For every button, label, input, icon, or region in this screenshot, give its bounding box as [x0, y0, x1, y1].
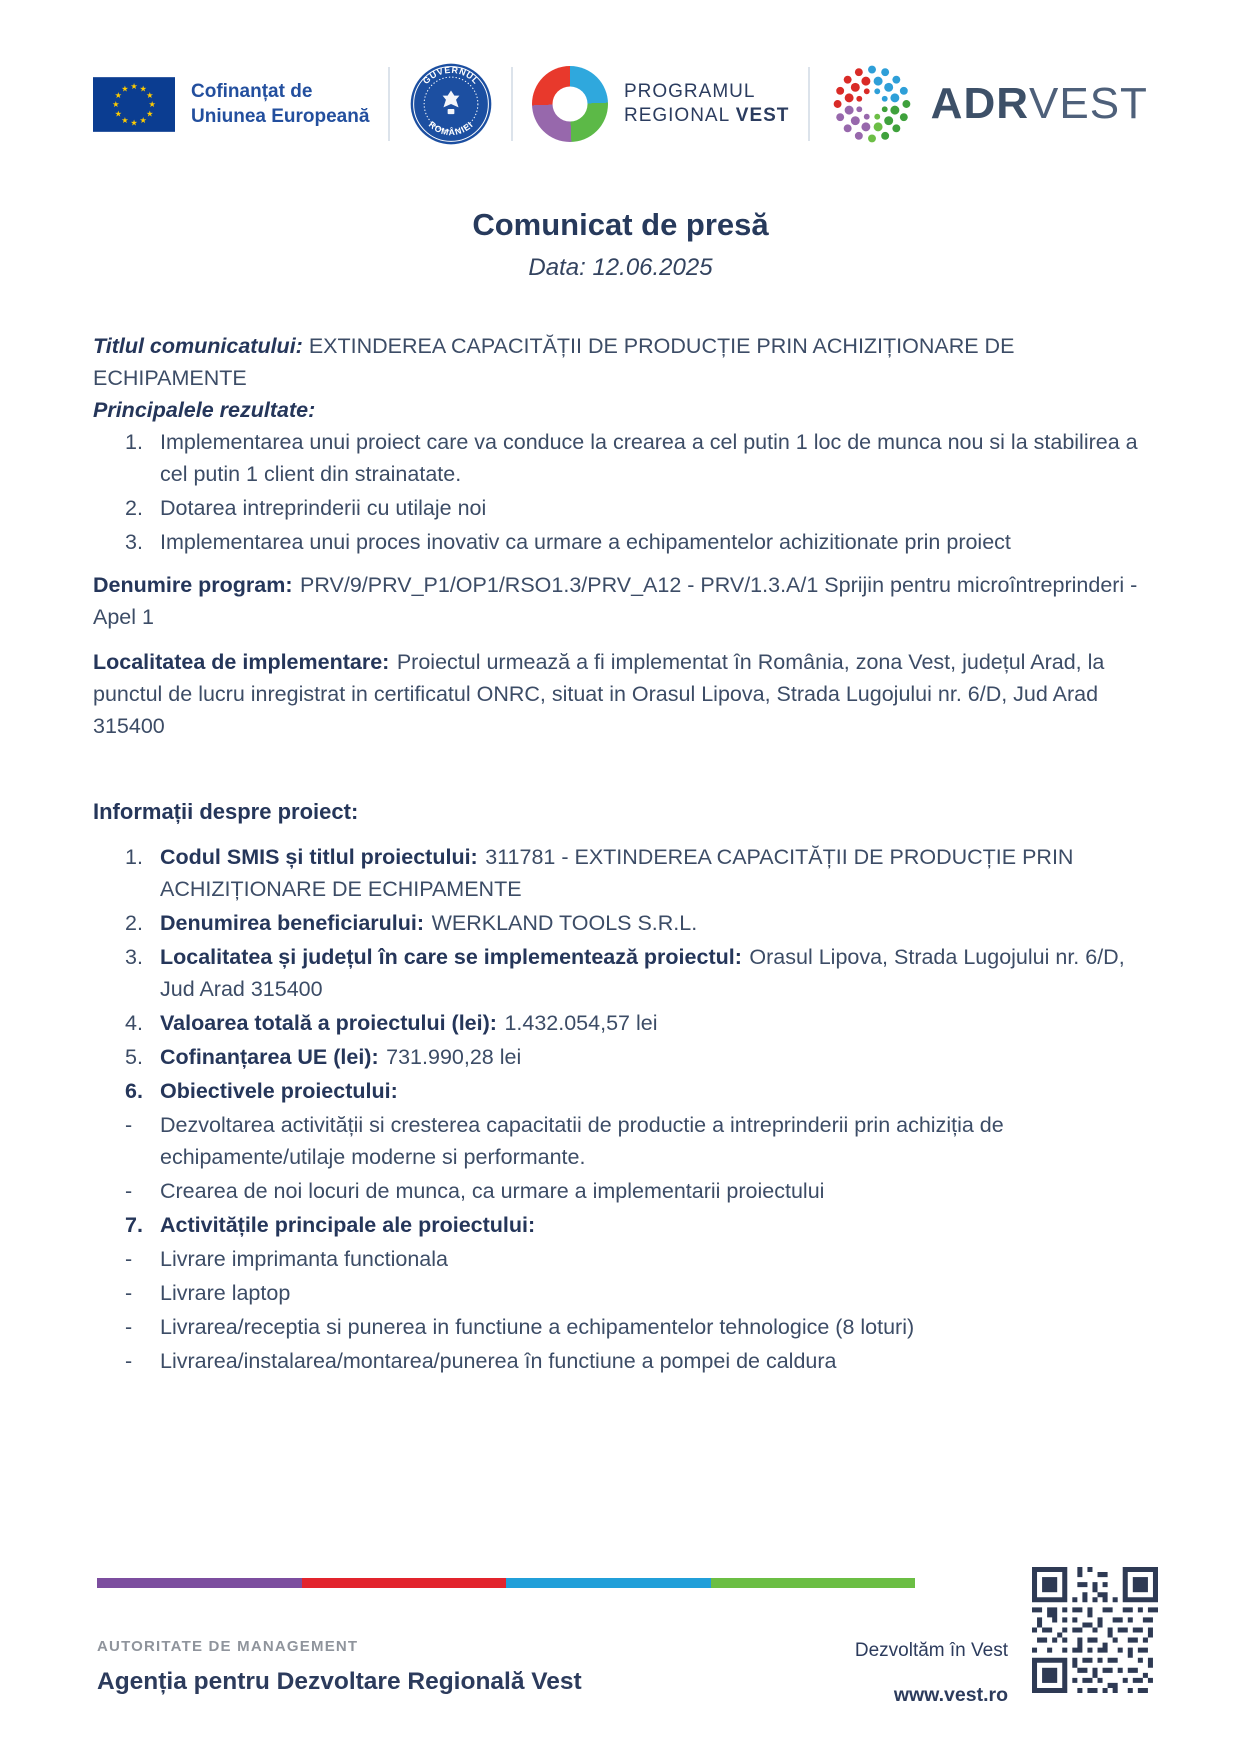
main-results-label: Principalele rezultate: — [93, 398, 316, 422]
objective-text: Crearea de noi locuri de munca, ca urmare a implementarii proiectului — [160, 1179, 825, 1203]
qr-code-icon — [1032, 1567, 1158, 1693]
svg-text:★: ★ — [146, 89, 154, 100]
item-label: Cofinanțarea UE (lei): — [160, 1045, 379, 1069]
program-name-label: Denumire program: — [93, 573, 293, 597]
eu-flag-icon — [93, 77, 175, 132]
objective-text: Dezvoltarea activității si cresterea capacitatii de productie a intreprinderii prin achiziția de echipamente/utilaje moderne si performante. — [160, 1113, 1004, 1169]
document-body — [93, 330, 1148, 1379]
implementation-location-label: Localitatea de implementare: — [93, 650, 390, 674]
list-item — [93, 1345, 1148, 1377]
header-divider — [511, 67, 513, 141]
dash-bullet: - — [125, 1179, 133, 1203]
eu-label-line2: Uniunea Europeană — [191, 106, 370, 127]
communique-title-paragraph — [93, 330, 1148, 394]
svg-text:★: ★ — [146, 107, 154, 118]
list-item — [93, 1041, 1148, 1073]
list-number: 1. — [125, 845, 143, 869]
prv-line2 — [624, 104, 789, 128]
adr-dots-icon — [829, 61, 915, 147]
list-item — [93, 1277, 1148, 1309]
prv-logo-text — [624, 80, 789, 128]
list-item — [93, 1175, 1148, 1207]
adr-logo-text — [930, 79, 1148, 128]
item-label: Valoarea totală a proiectului (lei): — [160, 1011, 497, 1035]
project-info-heading: Informații despre proiect: — [93, 799, 359, 824]
list-text: Dotarea intreprinderii cu utilaje noi — [160, 496, 487, 520]
list-item — [93, 907, 1148, 939]
item-label: Obiectivele proiectului: — [160, 1079, 398, 1103]
list-text: Implementarea unui proces inovativ ca urmare a echipamentelor achizitionate prin proiect — [160, 530, 1011, 554]
footer-bar-segment-red — [302, 1578, 507, 1588]
svg-text:★: ★ — [112, 98, 120, 109]
list-item — [93, 526, 1148, 558]
item-label: Localitatea și județul în care se implementează proiectul: — [160, 945, 742, 969]
item-value: WERKLAND TOOLS S.R.L. — [431, 911, 698, 935]
website-link[interactable]: www.vest.ro — [893, 1684, 1008, 1706]
government-seal-icon — [409, 62, 493, 146]
list-item — [93, 841, 1148, 905]
list-text — [160, 1209, 1148, 1241]
list-item — [93, 492, 1148, 524]
svg-text:★: ★ — [139, 82, 147, 93]
list-item — [93, 1243, 1148, 1275]
list-number: 5. — [125, 1045, 143, 1069]
seal-text-bottom: ROMÂNIEI — [426, 119, 475, 138]
list-number: 3. — [125, 530, 143, 554]
romanian-government-logo — [409, 62, 493, 146]
activity-text: Livrarea/instalarea/montarea/punerea în functiune a pompei de caldura — [160, 1349, 837, 1373]
adr-text-bold: ADR — [930, 79, 1029, 128]
list-number: 3. — [125, 945, 143, 969]
list-text — [160, 941, 1148, 1005]
dash-bullet: - — [125, 1281, 133, 1305]
prv-line2-regular: REGIONAL — [623, 105, 730, 126]
project-info-list — [93, 841, 1148, 1377]
list-number: 2. — [125, 911, 143, 935]
prv-swirl-icon — [532, 66, 608, 142]
list-item — [93, 1109, 1148, 1173]
dash-bullet: - — [125, 1315, 133, 1339]
item-value: 731.990,28 lei — [386, 1045, 522, 1069]
item-label: Codul SMIS și titlul proiectului: — [160, 845, 478, 869]
list-item — [93, 1209, 1148, 1241]
list-text — [160, 1075, 1148, 1107]
list-number: 6. — [125, 1079, 143, 1103]
list-text: Implementarea unui proiect care va conduce la crearea a cel putin 1 loc de munca nou si la stabilirea a cel putin 1 client din strainatate. — [160, 430, 1138, 486]
list-number: 7. — [125, 1213, 143, 1237]
item-label: Denumirea beneficiarului: — [160, 911, 425, 935]
activity-text: Livrarea/receptia si punerea in functiune a echipamentelor tehnologice (8 loturi) — [160, 1315, 915, 1339]
activity-text: Livrare laptop — [160, 1281, 291, 1305]
agency-name: Agenția pentru Dezvoltare Regională Vest — [97, 1668, 582, 1695]
communique-title-label: Titlul comunicatului: — [93, 334, 303, 358]
list-number: 1. — [125, 430, 143, 454]
prv-line2-bold: VEST — [735, 105, 790, 126]
list-text — [160, 841, 1148, 905]
eu-cofunding-logo — [93, 77, 369, 132]
programul-regional-vest-logo — [532, 66, 789, 142]
dash-bullet: - — [125, 1113, 133, 1137]
footer-bar-segment-purple — [97, 1578, 302, 1588]
eu-cofunding-label — [191, 79, 369, 129]
svg-text:★: ★ — [114, 107, 122, 118]
adr-vest-logo — [829, 61, 1148, 147]
date-line: Data: 12.06.2025 — [528, 254, 713, 281]
svg-text:★: ★ — [130, 116, 138, 127]
item-value: 311781 - EXTINDEREA CAPACITĂȚII DE PRODUCȚIE PRIN ACHIZIȚIONARE DE ECHIPAMENTE — [160, 845, 1074, 901]
managing-authority-label: AUTORITATE DE MANAGEMENT — [97, 1638, 359, 1655]
list-number: 2. — [125, 496, 143, 520]
list-item — [93, 1007, 1148, 1039]
dash-bullet: - — [125, 1349, 133, 1373]
program-name-value: PRV/9/PRV_P1/OP1/RSO1.3/PRV_A12 - PRV/1.3.A/1 Sprijin pentru microîntreprinderi - Apel 1 — [93, 573, 1138, 629]
footer-bar-segment-blue — [506, 1578, 711, 1588]
header-divider — [388, 67, 390, 141]
svg-text:★: ★ — [139, 114, 147, 125]
item-value: Orasul Lipova, Strada Lugojului nr. 6/D, Jud Arad 315400 — [160, 945, 1125, 1001]
list-item — [93, 426, 1148, 490]
header-divider — [808, 67, 810, 141]
seal-text-top: GUVERNUL — [420, 64, 482, 87]
footer-color-bar — [97, 1578, 915, 1588]
list-text — [160, 907, 1148, 939]
adr-text-light: VEST — [1029, 79, 1148, 128]
svg-text:★: ★ — [148, 98, 156, 109]
communique-title-value: EXTINDEREA CAPACITĂȚII DE PRODUCȚIE PRIN ACHIZIȚIONARE DE ECHIPAMENTE — [93, 334, 1015, 390]
header-logo-strip — [93, 58, 1148, 150]
footer-bar-segment-green — [711, 1578, 916, 1588]
implementation-location-value: Proiectul urmează a fi implementat în România, zona Vest, județul Arad, la punctul de lucru inregistrat in certificatul ONRC, situat in Orasul Lipova, Strada Lugojului nr. 6/D, Jud Arad 315400 — [93, 650, 1105, 738]
list-text — [160, 1007, 1148, 1039]
page-title: Comunicat de presă — [472, 207, 769, 242]
svg-text:★: ★ — [130, 80, 138, 91]
item-label: Activitățile principale ale proiectului: — [160, 1213, 536, 1237]
list-item — [93, 941, 1148, 1005]
eu-label-line1: Cofinanțat de — [191, 81, 313, 102]
list-item — [93, 1311, 1148, 1343]
svg-text:★: ★ — [121, 114, 129, 125]
list-text — [160, 1041, 1148, 1073]
prv-line1: PROGRAMUL — [623, 81, 756, 102]
program-name-paragraph — [93, 569, 1148, 633]
title-block — [0, 205, 1241, 285]
list-item — [93, 1075, 1148, 1107]
svg-text:★: ★ — [114, 89, 122, 100]
item-value: 1.432.054,57 lei — [504, 1011, 658, 1035]
list-number: 4. — [125, 1011, 143, 1035]
footer-slogan: Dezvoltăm în Vest — [854, 1640, 1008, 1661]
implementation-location-paragraph — [93, 646, 1148, 742]
activity-text: Livrare imprimanta functionala — [160, 1247, 448, 1271]
dash-bullet: - — [125, 1247, 133, 1271]
svg-text:★: ★ — [121, 82, 129, 93]
main-results-list — [93, 426, 1148, 558]
